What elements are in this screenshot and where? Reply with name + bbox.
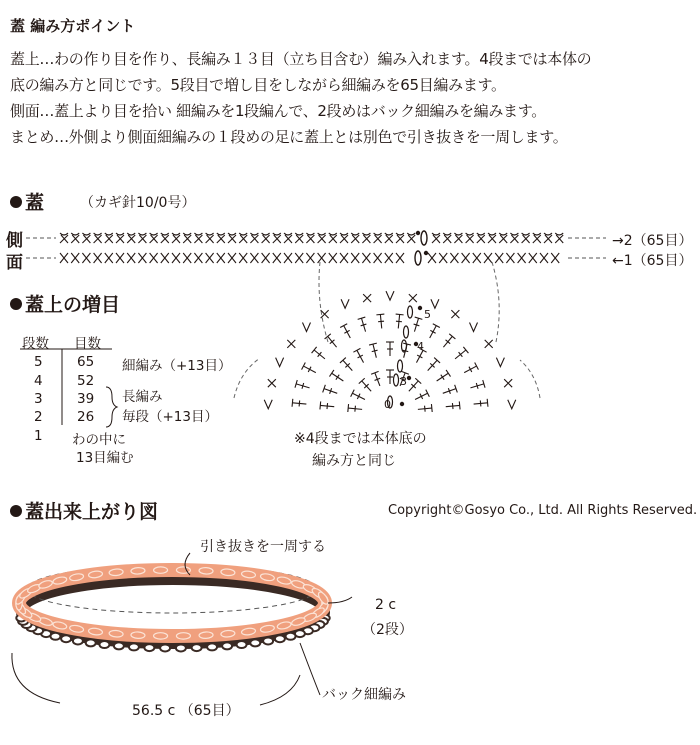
instruction-line-1: 蓋上…わの作り目を作り、長編み１３目（立ち目含む）編み入れます。4段までは本体の <box>10 50 592 68</box>
table-row-5-count: 65 <box>77 354 95 370</box>
chain-stitch <box>408 306 413 318</box>
increase-title-text: 蓋上の増目 <box>25 294 121 316</box>
table-row-1-count: わの中に <box>72 432 126 448</box>
back-sc-stitch <box>228 233 236 243</box>
increase-v-stitch <box>302 323 310 332</box>
back-sc-loop <box>144 644 154 651</box>
back-sc-stitch <box>250 233 258 243</box>
dc-stitch-top <box>426 390 430 397</box>
chart-row-center-label: 0 <box>384 398 391 411</box>
sc-stitch <box>485 340 493 348</box>
back-sc-stitch <box>396 233 404 243</box>
circumference-arc-left <box>12 653 60 703</box>
table-row-4-number: 4 <box>34 373 43 389</box>
dc-stitch-top <box>459 401 460 409</box>
dc-stitch-crossbar <box>327 403 328 409</box>
back-sc-loop <box>286 633 296 640</box>
increase-v-stitch <box>341 299 349 308</box>
chain-stitch <box>394 374 399 386</box>
sc-stitch <box>363 294 371 302</box>
table-row-3-number: 3 <box>34 391 43 407</box>
sc-stitch <box>161 253 169 263</box>
back-sc-leader <box>300 643 320 695</box>
sc-stitch <box>206 253 214 263</box>
back-sc-stitch <box>273 233 281 243</box>
back-sc-stitch <box>284 233 292 243</box>
chart-note-line1: ※4段までは本体底の <box>294 431 427 447</box>
fan-dashed-guide <box>234 358 260 398</box>
row1-label: ←1（65目） <box>612 253 693 269</box>
sc-stitch <box>150 253 158 263</box>
chain-link <box>199 632 213 639</box>
fan-guide-lines <box>234 262 540 398</box>
back-sc-loop <box>73 637 83 644</box>
table-row-2-count: 26 <box>77 409 95 425</box>
increase-v-stitch <box>386 291 394 300</box>
chart-row-4-label: 4 <box>417 340 424 353</box>
instruction-line-3: 側面…蓋上より目を拾い 細編みを1段編んで、2段めはバック細編みを編みます。 <box>10 102 546 120</box>
fan-dashed-guide <box>319 262 328 342</box>
dc-stitch-top <box>340 324 347 328</box>
fan-dashed-guide <box>492 262 499 342</box>
finished-lid-illustration <box>0 525 700 745</box>
fan-center-stack <box>388 306 423 408</box>
slip-stitch-dot-row2 <box>416 231 420 235</box>
increase-fan-chart <box>220 262 560 412</box>
height-rows-label: （2段） <box>362 622 413 638</box>
back-sc-stitch <box>217 233 225 243</box>
dc-stitch-crossbar <box>378 321 384 322</box>
side-label-top: 側 <box>6 231 23 251</box>
table-header-count: 目数 <box>74 336 101 352</box>
dc-stitch-crossbar <box>372 350 378 351</box>
dc-stitch-top <box>302 363 306 370</box>
table-row-4-count: 52 <box>77 373 95 389</box>
table-row-2-number: 2 <box>34 409 43 425</box>
increase-v-stitch <box>264 400 272 409</box>
back-sc-stitch <box>544 233 552 243</box>
back-sc-loop <box>237 641 247 648</box>
dc-stitch-crossbar <box>452 403 453 409</box>
back-sc-stitch <box>127 233 135 243</box>
back-sc-stitch <box>161 233 169 243</box>
back-sc-loop <box>160 644 170 651</box>
increase-v-stitch <box>508 400 516 409</box>
dc-stitch-top <box>431 404 432 412</box>
sc-stitch <box>504 379 512 387</box>
dc-stitch-top <box>463 347 468 353</box>
bullet-icon <box>10 196 22 208</box>
back-sc-stitch <box>172 233 180 243</box>
back-sc-stitch <box>477 233 485 243</box>
dc-stitch-top <box>396 314 404 315</box>
sc-stitch <box>451 310 459 318</box>
back-sc-stitch <box>374 233 382 243</box>
table-row-5-number: 5 <box>34 354 43 370</box>
note-single-crochet: 細編み（+13目） <box>122 358 232 374</box>
back-sc-stitch <box>262 233 270 243</box>
copyright: Copyright©Gosyo Co., Ltd. All Rights Reserved. <box>388 503 698 518</box>
circumference-arc-right <box>260 675 300 705</box>
sc-stitch <box>71 253 79 263</box>
row2-label: →2（65目） <box>612 233 693 249</box>
turning-chain-row2 <box>421 231 427 245</box>
back-sc-loop <box>250 639 260 646</box>
chain-link <box>154 567 168 574</box>
back-sc-stitch <box>318 233 326 243</box>
dc-stitch-crossbar <box>299 400 300 406</box>
dc-stitch-crossbar <box>480 400 481 406</box>
increase-v-stitch <box>276 358 284 367</box>
back-sc-stitch <box>206 233 214 243</box>
sc-stitch <box>287 340 295 348</box>
instruction-line-2: 底の編み方と同じです。5段目で増し目をしながら細編みを65目編みます。 <box>10 76 506 94</box>
back-sc-loop <box>263 637 273 644</box>
increase-v-stitch <box>431 299 439 308</box>
dc-stitch-top <box>348 404 349 412</box>
dc-stitch-top <box>351 390 355 397</box>
lid-section-title <box>10 188 44 215</box>
increase-section-title <box>10 290 120 317</box>
table-header-rows: 段数 <box>22 336 49 352</box>
dc-stitch-top <box>353 348 360 352</box>
sc-stitch <box>194 253 202 263</box>
sc-stitch <box>60 253 68 263</box>
finished-section-title <box>10 497 158 524</box>
dc-stitch-top <box>320 401 321 409</box>
back-sc-stitch <box>522 233 530 243</box>
dc-stitch-crossbar <box>441 375 444 380</box>
back-sc-stitch <box>306 233 314 243</box>
instructions-title: 蓋 編み方ポイント <box>10 17 136 35</box>
back-sc-stitch <box>138 233 146 243</box>
note-double-crochet: 長編み <box>122 389 163 405</box>
chain-link <box>131 567 145 574</box>
back-sc-stitch <box>385 233 393 243</box>
sc-stitch <box>138 253 146 263</box>
back-sc-stitch <box>555 233 563 243</box>
dc-stitch-top <box>475 363 479 370</box>
table-brace <box>106 387 117 427</box>
side-label-bottom: 面 <box>6 253 23 273</box>
back-sc-stitch <box>510 233 518 243</box>
chain-link <box>131 632 145 639</box>
table-row-1-extra: 13目編む <box>76 450 134 466</box>
back-sc-stitch <box>454 233 462 243</box>
table-row-1-number: 1 <box>34 428 43 444</box>
back-sc-stitch <box>340 233 348 243</box>
back-sc-stitch <box>71 233 79 243</box>
back-sc-stitch <box>116 233 124 243</box>
back-sc-stitch <box>94 233 102 243</box>
slip-stitch-dot <box>418 306 422 310</box>
back-sc-loop <box>86 639 96 646</box>
back-sc-loop <box>129 643 139 650</box>
back-sc-stitch <box>488 233 496 243</box>
back-sc-stitch <box>105 233 113 243</box>
dc-stitch-crossbar <box>355 406 356 412</box>
back-sc-stitch <box>351 233 359 243</box>
increase-v-stitch <box>470 323 478 332</box>
back-sc-loop <box>176 644 186 651</box>
sc-stitch <box>127 253 135 263</box>
slip-stitch-dot <box>400 402 404 406</box>
lid-title-text: 蓋 <box>25 192 45 214</box>
chain-link <box>154 633 168 640</box>
back-sc-loop <box>99 641 109 648</box>
chain-stitch <box>404 326 409 338</box>
back-sc-loop <box>222 642 232 649</box>
dc-stitch-top <box>446 370 450 377</box>
back-sc-label: バック細編み <box>322 687 406 703</box>
chain-stitch <box>398 360 403 372</box>
sc-stitch <box>82 253 90 263</box>
dc-stitch-top <box>487 399 488 407</box>
back-sc-stitch <box>362 233 370 243</box>
slip-stitch-dot-row1 <box>424 251 428 255</box>
back-sc-stitch <box>239 233 247 243</box>
chart-row-3-label: 3 <box>400 375 407 388</box>
hook-size-note: （カギ針10/0号） <box>80 195 196 211</box>
circumference-label: 56.5 c （65目） <box>132 703 240 719</box>
back-sc-stitch <box>82 233 90 243</box>
finished-title-text: 蓋出来上がり図 <box>25 501 159 523</box>
sc-stitch <box>409 294 417 302</box>
bullet-icon <box>10 298 22 310</box>
instruction-line-4: まとめ…外側より側面細編みの１段めの足に蓋上とは別色で引き抜きを一周します。 <box>10 128 568 146</box>
back-sc-loop <box>275 635 285 642</box>
back-sc-loop <box>61 635 71 642</box>
sc-stitch <box>183 253 191 263</box>
back-sc-loop <box>114 642 124 649</box>
dc-stitch-crossbar <box>336 375 339 380</box>
sc-stitch <box>268 379 276 387</box>
back-sc-stitch <box>533 233 541 243</box>
back-sc-stitch <box>499 233 507 243</box>
dc-stitch-top <box>329 370 333 377</box>
dc-stitch-crossbar <box>396 321 402 322</box>
back-sc-stitch <box>466 233 474 243</box>
bullet-icon <box>10 505 22 517</box>
back-sc-stitch <box>443 233 451 243</box>
dc-stitch-crossbar <box>425 406 426 412</box>
back-sc-loop <box>207 643 217 650</box>
dc-stitch-top <box>312 347 317 353</box>
dc-stitch-top <box>376 314 384 315</box>
slip-stitch-dot <box>407 376 411 380</box>
dc-stitch-top <box>433 324 440 328</box>
chain-link <box>176 633 190 640</box>
back-sc-row-2 <box>60 233 563 243</box>
height-label: 2 c <box>375 597 397 613</box>
table-row-3-count: 39 <box>77 391 95 407</box>
back-sc-loop <box>192 644 202 651</box>
back-sc-stitch <box>329 233 337 243</box>
note-each-row: 毎段（+13目） <box>122 409 218 425</box>
dc-stitch-top <box>292 399 293 407</box>
back-sc-stitch <box>150 233 158 243</box>
chart-row-5-label: 5 <box>424 308 431 321</box>
sc-stitch <box>94 253 102 263</box>
back-sc-stitch <box>194 233 202 243</box>
sc-stitch <box>172 253 180 263</box>
sc-stitch <box>116 253 124 263</box>
back-sc-stitch <box>60 233 68 243</box>
back-sc-stitch <box>407 233 415 243</box>
slip-stitch-label: 引き抜きを一周する <box>200 539 326 555</box>
back-sc-stitch <box>432 233 440 243</box>
chart-note-line2: 編み方と同じ <box>312 453 396 469</box>
chain-link <box>199 567 213 574</box>
back-sc-stitch <box>295 233 303 243</box>
sc-stitch <box>105 253 113 263</box>
back-sc-stitch <box>183 233 191 243</box>
increase-v-stitch <box>496 358 504 367</box>
fan-dashed-guide <box>520 360 540 398</box>
